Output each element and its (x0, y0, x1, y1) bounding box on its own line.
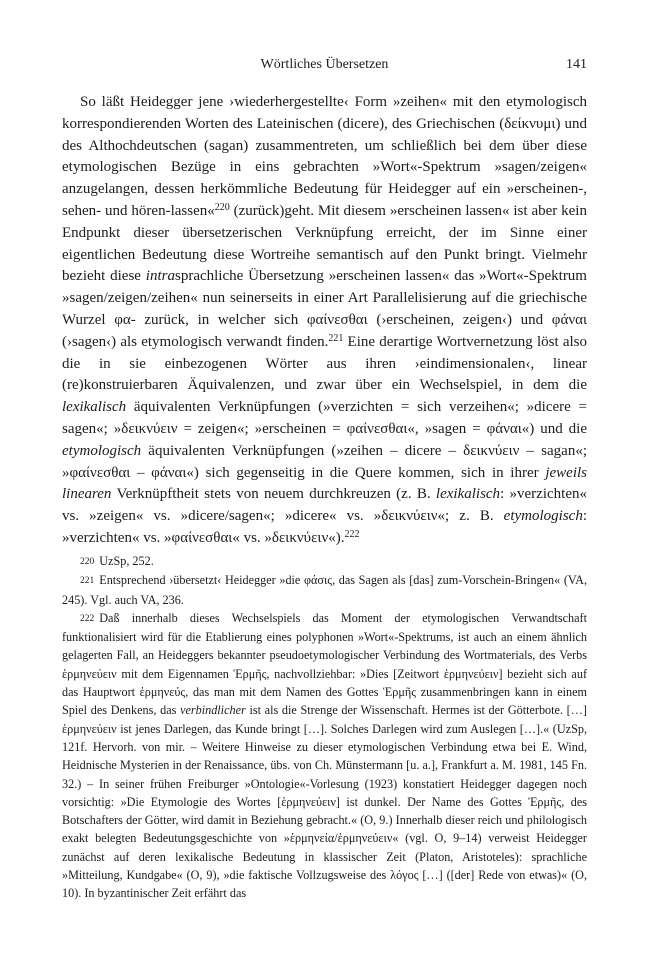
main-text (62, 92, 587, 550)
footnote-221 (62, 571, 587, 609)
emphasis-text: lexikalisch (62, 399, 127, 416)
footnotes (62, 552, 587, 903)
emphasis-text: intra (145, 268, 175, 285)
footnote-text: UzSp, 252. (99, 554, 154, 568)
emphasis-text: jeweils linearen (62, 464, 587, 503)
running-head (62, 57, 587, 77)
footnote-number: 221 (80, 576, 95, 587)
emphasis-text: verbindlicher (180, 703, 246, 718)
body-text: (zurück)geht. Mit diesem »erscheinen lassen« ist aber kein Endpunkt dieser übersetzerischen Verknüpfung erreicht, der im Sinne einer eigentlichen Bedeutung diese Wortreihe semantisch auf den Punkt bringt. Vielmehr bezieht diese (62, 202, 587, 285)
footnote-reference[interactable]: 221 (328, 332, 344, 344)
footnote-reference[interactable]: 220 (214, 201, 230, 213)
footnote-reference[interactable]: 222 (344, 528, 360, 540)
body-text: So läßt Heidegger jene ›wiederhergestellte‹ Form »zeihen« mit den etymologisch korrespondierenden Worten des Lateinischen (dicere), des Griechischen (δείκνυμι) und des Althochdeutschen (sagan) zusammentreten, um schließlich bei dem über diese etymologischen Bezüge in eins gebrachten »Wort«-Spektrum »sagen/zeigen« anzugelangen, dessen herkömmliche Bedeutung für Heidegger auf ein »erscheinen-, sehen- und hören-lassen« (62, 94, 587, 219)
body-text: : »verzichten« vs. »φαίνεσθαι« vs. »δεικνύειν«). (62, 508, 587, 546)
emphasis-text: etymologisch (62, 442, 142, 459)
footnote-text: Daß innerhalb dieses Wechselspiels das Moment der etymologischen Verwandtschaft funktionalisiert wird für die Etablierung eines polyphonen »Wort«-Spektrums, ist auch an einem ähnlich gelagerten Fall, an Heideggers bekannter pseudoetymologischer Verbindung des Wortmaterials, des Verbs ἑρμηνεύειν mit dem Eigennamen Ἑρμῆς, nachvollziehbar: »Dies [Zeitwort ἑρμηνεύειν] bezieht sich auf das Hauptwort ἑρμηνεύς, das man mit dem Namen des Gottes Ἑρμῆς zusammenbringen kann in einem Spiel des Denkens, das (62, 610, 587, 718)
page-number: 141 (566, 57, 587, 72)
running-title: Wörtliches Übersetzen (260, 57, 389, 72)
footnote-text: ist als die Strenge der Wissenschaft. Hermes ist der Götterbote. […] ἑρμηνεύειν ist jenes Darlegen, das Kunde bringt […]. Solches Darlegen wird zum Auslegen […].« (UzSp, 121f. Hervorh. von mir. – Weitere Hinweise zu dieser etymologischen Verbindung etwa bei E. Wind, Heidnische Mysterien in der Renaissance, übs. von Ch. Münstermann [u. a.], Frankfurt a. M. 1981, 145 Fn. 32.) – In seiner frühen Freiburger »Ontologie«-Vorlesung (1923) konstatiert Heidegger dagegen noch vorsichtig: »Die Etymologie des Wortes [ἑρμηνεύειν] ist dunkel. Der Name des Gottes Ἑρμῆς, des Botschafters der Götter, wird damit in Beziehung gebracht.« (O, 9.) Innerhalb dieser reich und philologisch exakt belegten Bedeutungsgeschichte von »ἑρμηνεία/ἑρμηνεύειν« (vgl. O, 9–14) verweist Heidegger zunächst auf deren lexikalische Bedeutung in klassischer Zeit (Platon, Aristoteles): sprachliche »Mitteilung, Kundgabe« (O, 9), »die faktische Vollzugsweise des λόγος […] ([der] Rede von etwas)« (O, 10). In byzantinischer Zeit erfährt das (62, 703, 587, 901)
footnote-text: Entsprechend ›übersetzt‹ Heidegger »die φάσις, das Sagen als [das] zum-Vorschein-Bringen« (VA, 245). Vgl. auch VA, 236. (62, 573, 587, 607)
body-text: : »verzichten« vs. »zeigen« vs. »dicere/sagen«; »dicere« vs. »δεικνύειν«; z. B. (62, 486, 587, 525)
body-text: äquivalenten Verknüpfungen (»verzichten = sich verzeihen«; »dicere = sagen«; »δεικνύειν = zeigen«; »erscheinen = φαίνεσθαι«, »sagen = φάναι«) und die (62, 399, 587, 437)
body-text: äquivalenten Verknüpfungen (»zeihen – dicere – δεικνύειν – sagan«; »φαίνεσθαι – φάναι«) sich gegenseitig in die Quere kommen, sich in ihrer (62, 442, 587, 481)
footnote-222 (62, 609, 587, 903)
body-text: Verknüpftheit stets von neuem durchkreuzen (z. B. (111, 486, 436, 503)
body-paragraph (62, 92, 587, 550)
emphasis-text: etymologisch (503, 508, 583, 525)
footnote-number: 222 (80, 613, 95, 624)
body-text: sprachliche Übersetzung »erscheinen lassen« das »Wort«-Spektrum »sagen/zeigen/zeihen« nun seinerseits in einer Art Parallelisierung auf die griechische Wurzel φα- zurück, in welcher sich φαίνεσθαι (›erscheinen, zeigen‹) und φάναι (›sagen‹) als etymologisch verwandt finden. (62, 268, 587, 350)
footnote-220 (62, 552, 587, 571)
emphasis-text: lexikalisch (435, 486, 501, 503)
body-text: Eine derartige Wortvernetzung löst also die in sie einbezogenen Wörter aus ihren ›eindimensionalen‹, linear (re)konstruierbaren Äquivalenzen, und zwar über ein Wechselspiel, in dem die (62, 333, 587, 394)
footnote-number: 220 (80, 557, 95, 567)
